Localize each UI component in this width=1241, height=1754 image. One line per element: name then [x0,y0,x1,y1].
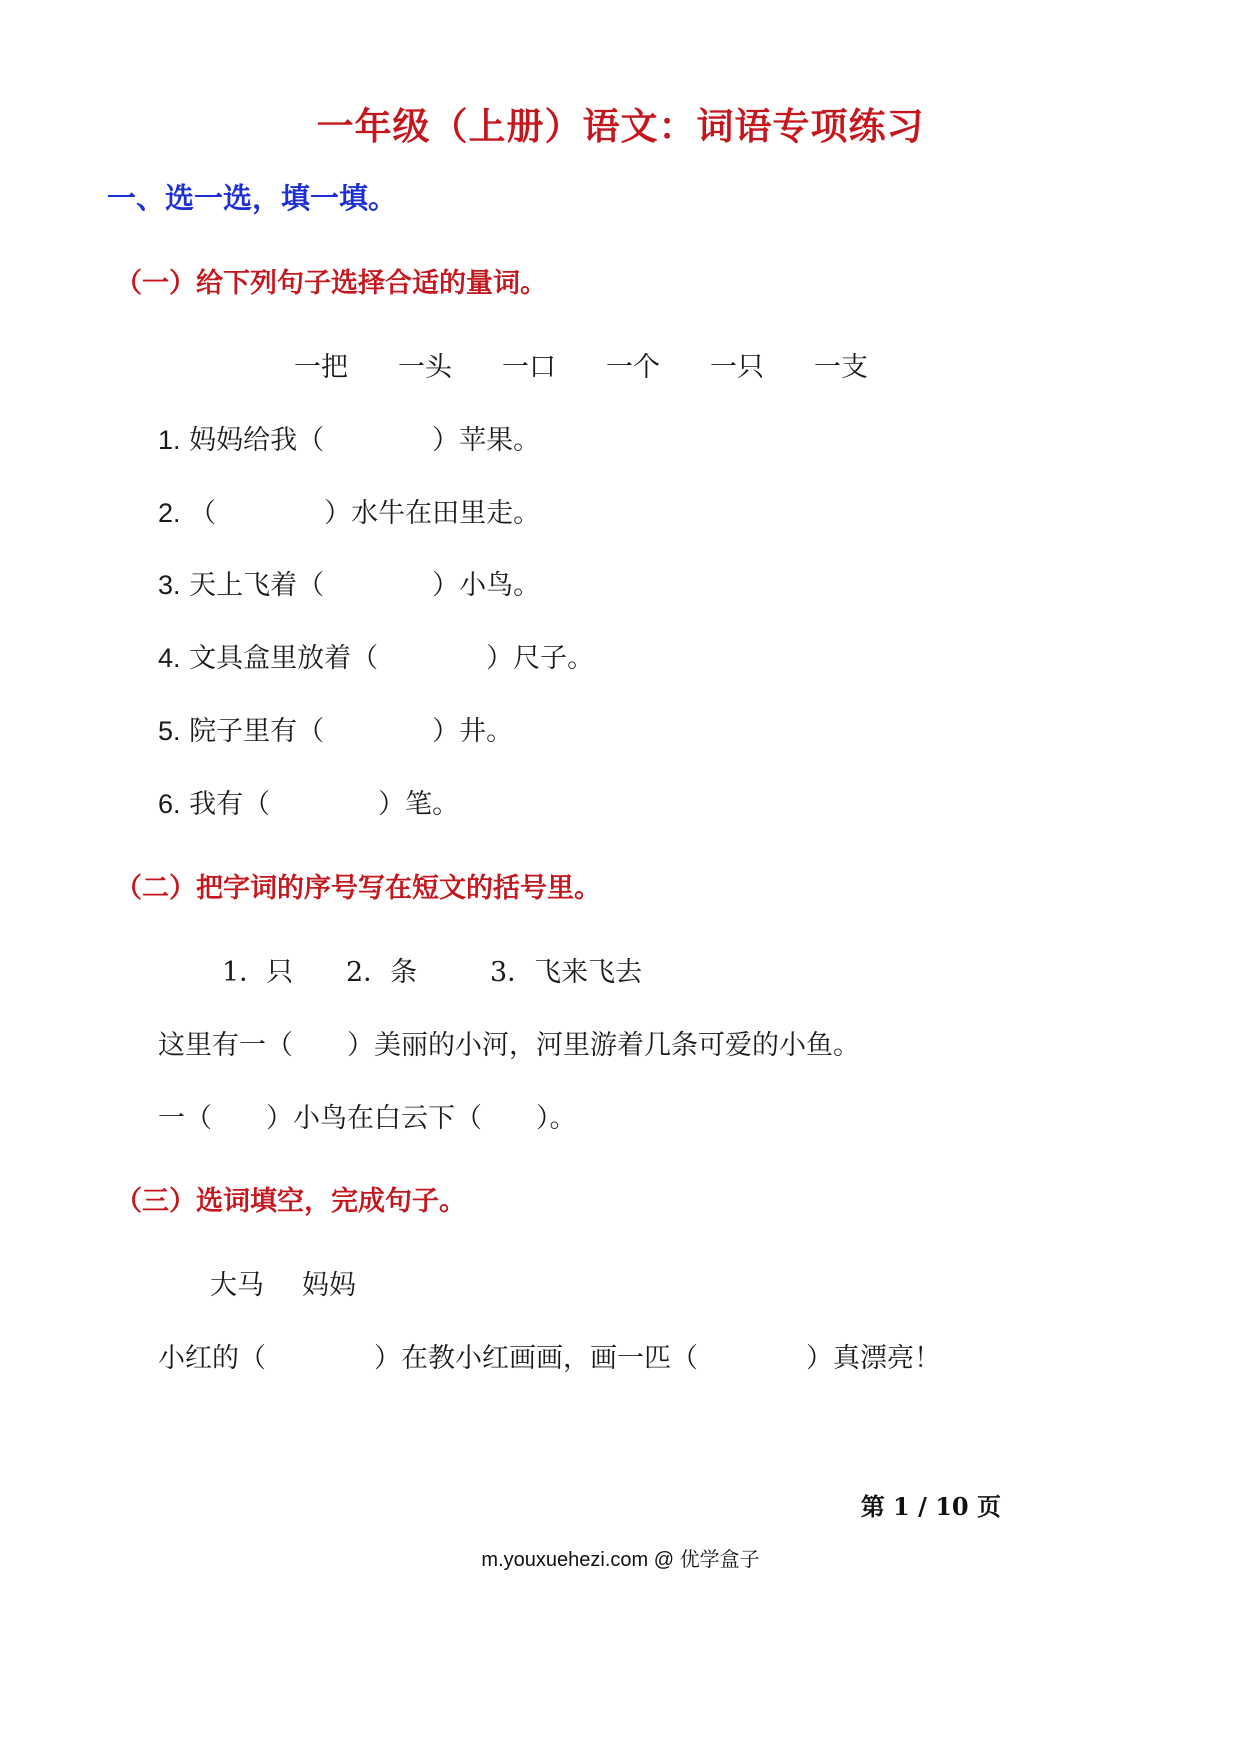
section-heading: 一、选一选，填一填。 [107,181,398,215]
part2-passage-line: 一（ ）小鸟在白云下（ ）。 [158,1103,577,1134]
question-text: 天上飞着（ ）小鸟。 [189,570,541,601]
part3-heading: （三）选词填空，完成句子。 [115,1186,466,1217]
question-item [158,636,594,675]
part1-option: 一支 [814,352,868,383]
part3-option: 大马 [210,1270,264,1301]
question-item [158,563,540,602]
question-number: 3. [158,570,181,600]
question-number: 1. [158,425,181,455]
question-item [158,782,459,821]
part1-heading: （一）给下列句子选择合适的量词。 [115,268,547,299]
part1-option: 一只 [710,352,764,383]
part3-sentence: 小红的（ ）在教小红画画，画一匹（ ）真漂亮！ [158,1343,941,1374]
question-number: 4. [158,643,181,673]
part2-option: 3．飞来飞去 [490,957,643,988]
part1-option: 一个 [606,352,660,383]
question-text: 院子里有（ ）井。 [189,716,514,747]
part2-option: 2．条 [346,957,418,988]
page-title: 一年级（上册）语文：词语专项练习 [316,104,925,148]
question-number: 2. [158,498,181,528]
page-number: 第 1 / 10 页 [860,1492,1001,1521]
part2-heading: （二）把字词的序号写在短文的括号里。 [115,873,601,904]
question-item [158,709,513,748]
site-watermark: m.youxuehezi.com @ 优学盒子 [481,1549,760,1571]
question-number: 6. [158,789,181,819]
part2-passage-line: 这里有一（ ）美丽的小河，河里游着几条可爱的小鱼。 [158,1030,860,1061]
part3-option: 妈妈 [302,1270,356,1301]
question-text: 妈妈给我（ ）苹果。 [189,425,541,456]
part1-option: 一头 [398,352,452,383]
part1-option: 一把 [294,352,348,383]
part2-option: 1．只 [222,957,294,988]
question-text: 文具盒里放着（ ）尺子。 [189,643,595,674]
question-number: 5. [158,716,181,746]
question-text: 我有（ ）笔。 [189,789,460,820]
part1-option: 一口 [502,352,556,383]
question-item [158,418,540,457]
question-item [158,491,540,530]
question-text: （ ）水牛在田里走。 [189,498,541,529]
